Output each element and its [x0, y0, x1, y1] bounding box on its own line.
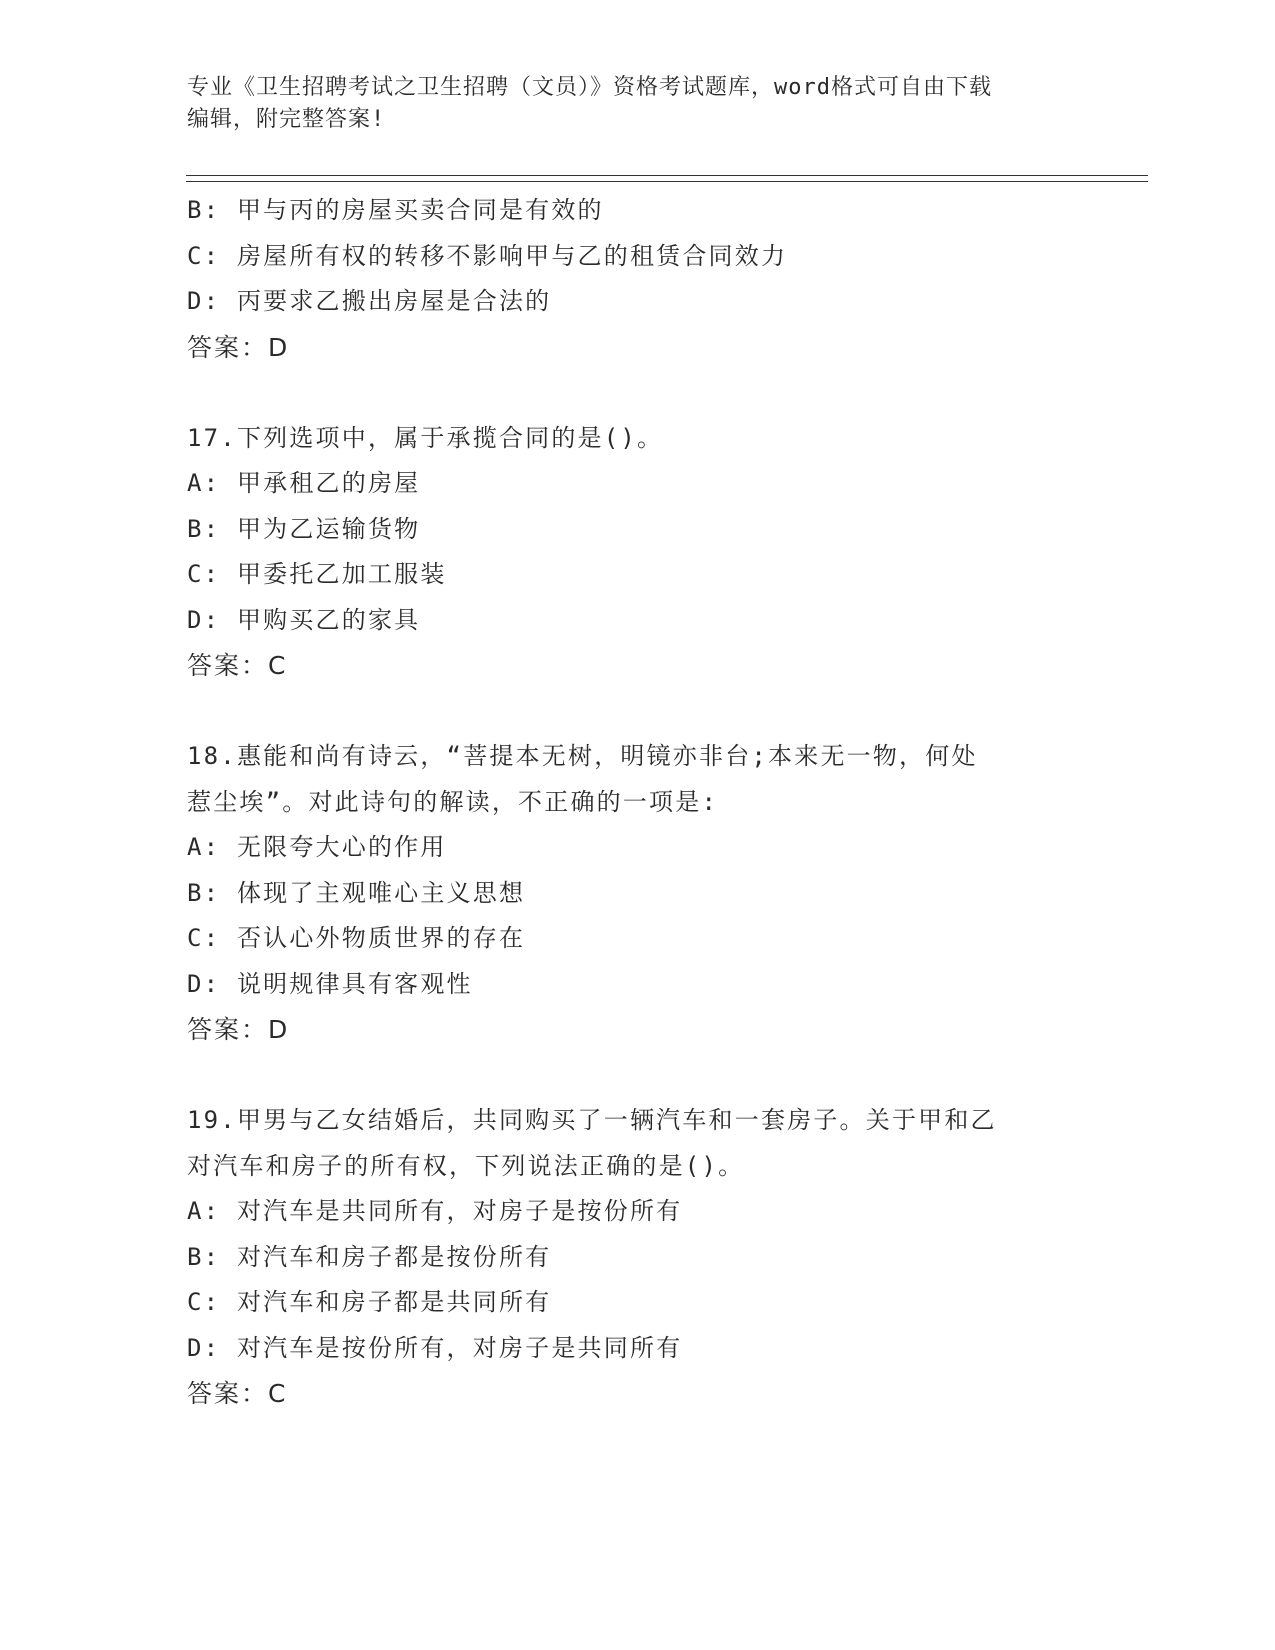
option-c: C: 否认心外物质世界的存在 [187, 924, 526, 952]
option-b: B: 对汽车和房子都是按份所有 [187, 1242, 552, 1271]
option-b: B: 体现了主观唯心主义思想 [187, 878, 526, 907]
spacer [187, 370, 1107, 416]
header-divider-bottom [186, 181, 1148, 182]
spacer [187, 689, 1107, 735]
option-d: D: 说明规律具有客观性 [187, 969, 473, 998]
option-b: B: 甲为乙运输货物 [187, 514, 421, 543]
document-header [187, 72, 1067, 136]
question-stem: 17.下列选项中，属于承揽合同的是()。 [187, 423, 664, 452]
question-19 [187, 1098, 1107, 1417]
spacer [187, 1053, 1107, 1099]
answer-line: 答案：D [187, 332, 290, 362]
answer-line: 答案：C [187, 1379, 288, 1408]
option-d: D: 甲购买乙的家具 [187, 605, 421, 634]
option-a: A: 对汽车是共同所有，对房子是按份所有 [187, 1197, 683, 1225]
answer-line: 答案：C [187, 651, 288, 680]
question-stem-line-1: 19.甲男与乙女结婚后，共同购买了一辆汽车和一套房子。关于甲和乙 [187, 1106, 997, 1134]
question-list [187, 188, 1107, 1417]
option-b: B: 甲与丙的房屋买卖合同是有效的 [187, 196, 604, 224]
option-a: A: 无限夸大心的作用 [187, 833, 447, 861]
question-16-continued [187, 188, 1107, 370]
option-c: C: 对汽车和房子都是共同所有 [187, 1288, 552, 1316]
question-18 [187, 734, 1107, 1053]
header-line-2: 编辑，附完整答案! [187, 107, 386, 132]
question-stem-line-1: 18.惠能和尚有诗云，“菩提本无树，明镜亦非台;本来无一物，何处 [187, 742, 978, 770]
option-d: D: 丙要求乙搬出房屋是合法的 [187, 287, 552, 315]
option-a: A: 甲承租乙的房屋 [187, 469, 421, 497]
option-c: C: 房屋所有权的转移不影响甲与乙的租赁合同效力 [187, 241, 788, 270]
question-17 [187, 416, 1107, 689]
header-line-1: 专业《卫生招聘考试之卫生招聘（文员）》资格考试题库，word格式可自由下载 [187, 75, 992, 100]
header-divider-top [186, 175, 1148, 176]
answer-line: 答案：D [187, 1015, 290, 1044]
question-stem-line-2: 惹尘埃”。对此诗句的解读，不正确的一项是: [187, 787, 719, 816]
option-d: D: 对汽车是按份所有，对房子是共同所有 [187, 1333, 683, 1362]
question-stem-line-2: 对汽车和房子的所有权，下列说法正确的是()。 [187, 1151, 745, 1180]
option-c: C: 甲委托乙加工服装 [187, 560, 447, 588]
